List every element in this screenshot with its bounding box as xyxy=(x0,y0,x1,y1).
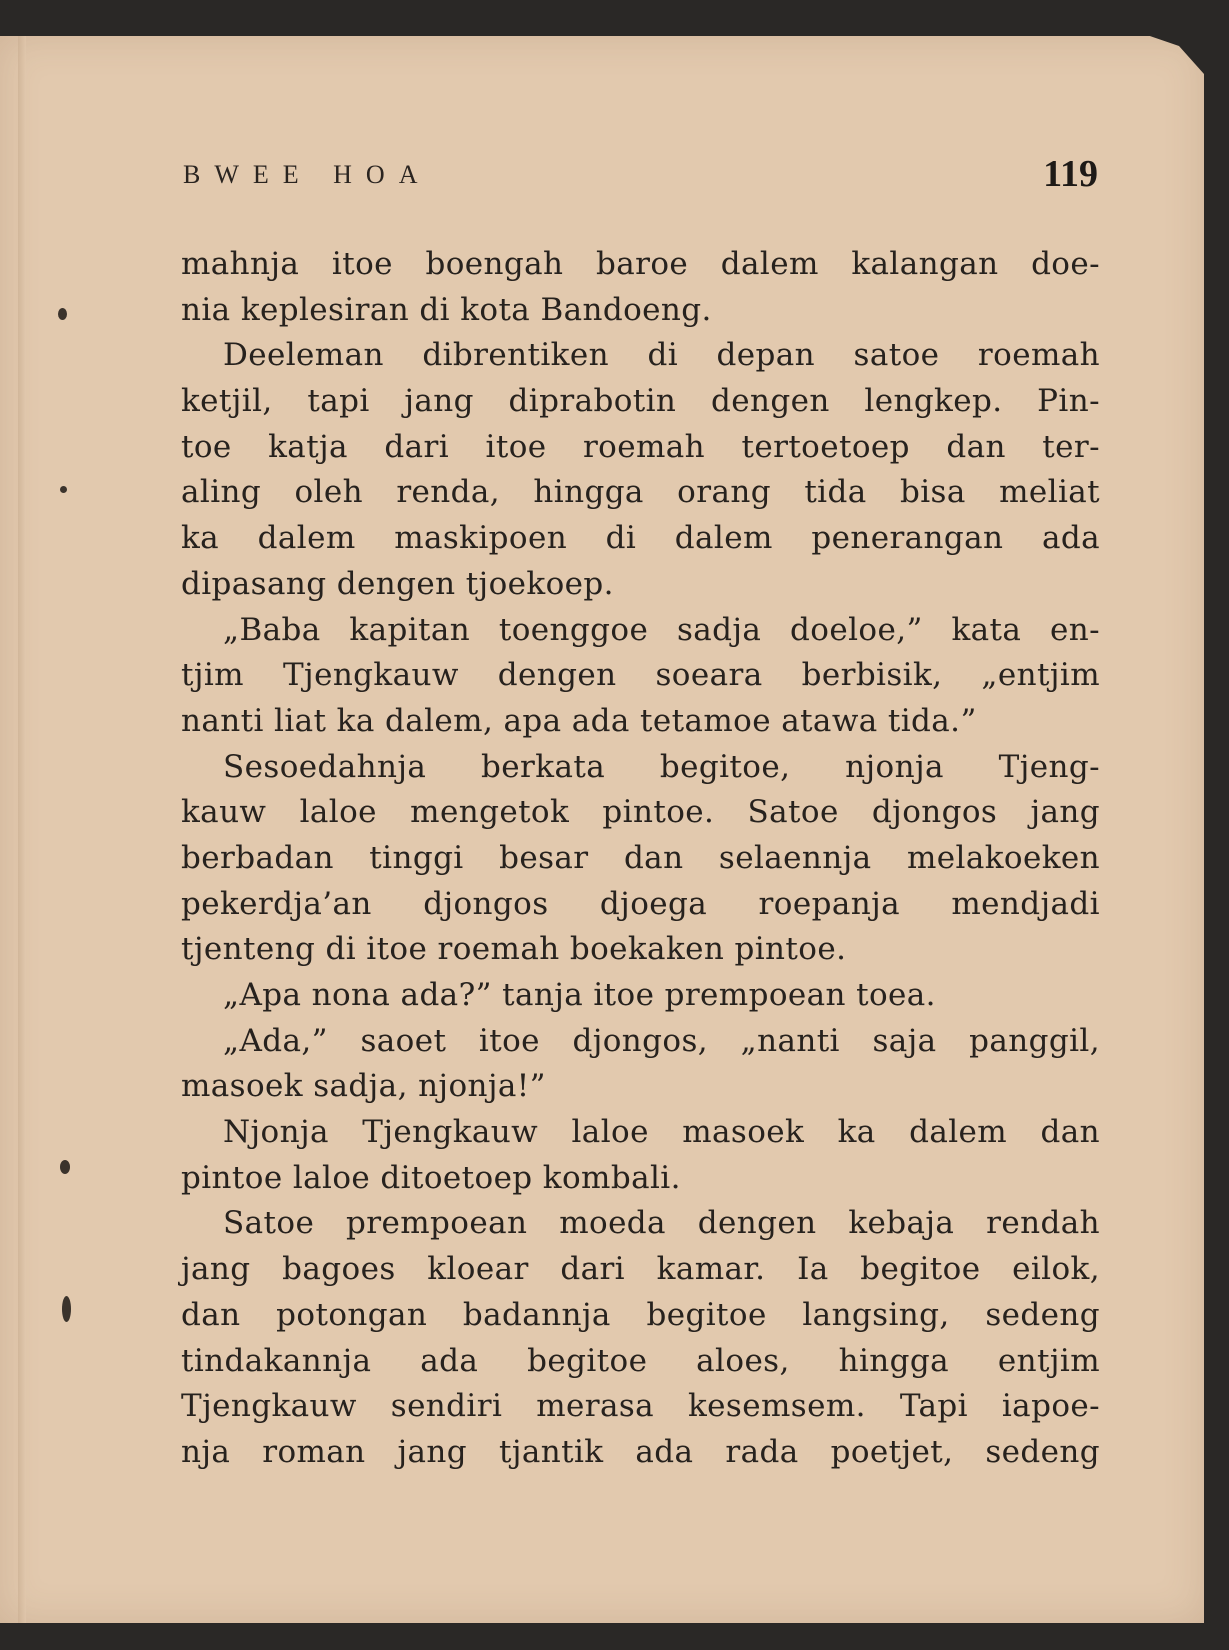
text-line: pekerdja’an djongos djoega roepanja mendjadi xyxy=(181,885,1100,922)
running-title: BWEE HOA xyxy=(183,160,432,189)
text-line: Sesoedahnja berkata begitoe, njonja Tjeng- xyxy=(223,748,1100,785)
page-number: 119 xyxy=(1043,153,1098,195)
text-line: pintoe laloe ditoetoep kombali. xyxy=(181,1159,681,1196)
text-line: Tjengkauw sendiri merasa kesemsem. Tapi iapoe- xyxy=(181,1388,1100,1425)
text-line: jang bagoes kloear dari kamar. Ia begitoe eilok, xyxy=(181,1251,1100,1288)
text-line: nanti liat ka dalem, apa ada tetamoe atawa tida.” xyxy=(181,702,977,739)
text-line: toe katja dari itoe roemah tertoetoep dan ter- xyxy=(181,428,1100,465)
body-text xyxy=(181,242,1100,1476)
text-line: ketjil, tapi jang diprabotin dengen lengkep. Pin- xyxy=(181,383,1100,420)
text-line: „Apa nona ada?” tanja itoe prempoean toea. xyxy=(223,977,936,1013)
ink-speck xyxy=(60,1160,70,1174)
ink-speck xyxy=(60,486,67,493)
text-line: Satoe prempoean moeda dengen kebaja rendah xyxy=(223,1205,1100,1242)
text-line: „Ada,” saoet itoe djongos, „nanti saja panggil, xyxy=(223,1022,1100,1059)
text-line: nia keplesiran di kota Bandoeng. xyxy=(181,291,712,328)
text-line: ka dalem maskipoen di dalem penerangan ada xyxy=(181,520,1100,557)
text-line: „Baba kapitan toenggoe sadja doeloe,” kata en- xyxy=(223,611,1100,648)
text-line: kauw laloe mengetok pintoe. Satoe djongos jang xyxy=(181,794,1100,831)
torn-page-corner xyxy=(1104,34,1204,74)
text-line: mahnja itoe boengah baroe dalem kalangan doe- xyxy=(181,246,1100,282)
text-line: nja roman jang tjantik ada rada poetjet, sedeng xyxy=(181,1433,1100,1470)
page-gutter-edge xyxy=(18,36,26,1623)
text-line: dipasang dengen tjoekoep. xyxy=(181,565,614,602)
text-line: berbadan tinggi besar dan selaennja melakoeken xyxy=(181,839,1100,876)
text-line: Njonja Tjengkauw laloe masoek ka dalem dan xyxy=(223,1114,1100,1151)
ink-speck xyxy=(62,1296,71,1322)
text-line: tindakannja ada begitoe aloes, hingga entjim xyxy=(181,1342,1100,1379)
ink-speck xyxy=(58,308,67,320)
text-line: masoek sadja, njonja!” xyxy=(181,1068,546,1105)
text-line: aling oleh renda, hingga orang tida bisa meliat xyxy=(181,474,1100,511)
text-line: Deeleman dibrentiken di depan satoe roemah xyxy=(223,337,1100,374)
text-line: tjim Tjengkauw dengen soeara berbisik, „entjim xyxy=(181,657,1100,694)
running-header xyxy=(183,152,1098,202)
text-line: tjenteng di itoe roemah boekaken pintoe. xyxy=(181,931,847,968)
text-line: dan potongan badannja begitoe langsing, sedeng xyxy=(181,1296,1100,1333)
